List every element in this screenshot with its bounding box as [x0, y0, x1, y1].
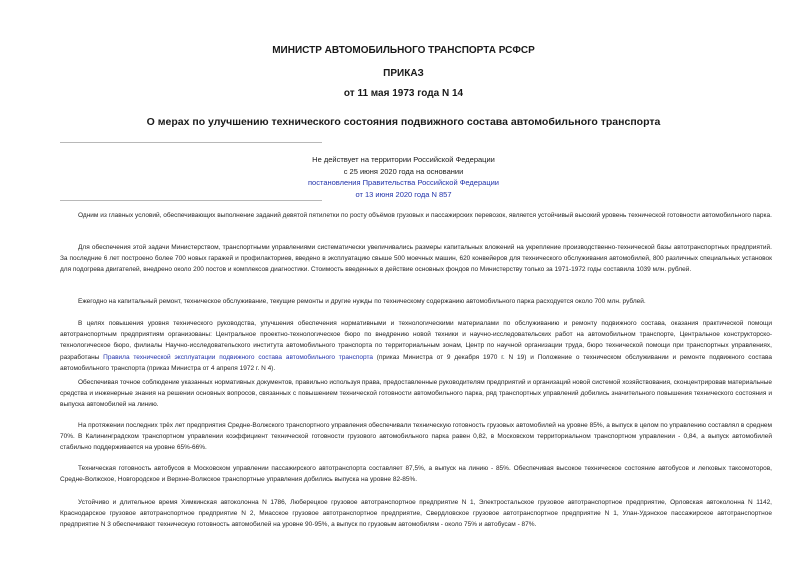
decree-link-line-1[interactable]: постановления Правительства Российской Федерации: [307, 178, 499, 187]
paragraph-5: Обеспечивая точное соблюдение указанных нормативных документов, правильно используя права, предоставленные руководителям предприятий и организаций новой системой хозяйствования, сконцентрировав материальные средства и инженерные знания на решении основных вопросов, связанных с повышением технической готовности автомобильного парка, ряд транспортных управлений добились значительного повышения технического состояния и выпуска автомобилей на линию.: [60, 379, 772, 409]
paragraph-7: Техническая готовность автобусов в Московском управлении пассажирского автотранспорта составляет 87,5%, а выпуск на линию - 85%. Обеспечивая высокое техническое состояние автобусов и легковых таксомоторов, Средне-Волжское, Новгородское и Верхне-Волжское транспортные управления добились выпуска на уровне 82-85%.: [60, 465, 772, 484]
rules-link[interactable]: Правила технической эксплуатации подвижного состава автомобильного транспорта: [103, 353, 373, 361]
status-line-2: с 25 июня 2020 года на основании: [343, 166, 464, 176]
paragraph-4-text-b: (приказ Министра от 9 декабря 1970 г. N 19) и Положение о техническом обслуживании и ремонте подвижного состава автомобильного транспорта (приказ Министра от 4 апреля 1972 г. N 4).: [60, 353, 772, 372]
status-line-1: Не действует на территории Российской Федерации: [312, 155, 495, 164]
paragraph-8: Устойчиво и длительное время Химкинская автоколонна N 1786, Люберецкое грузовое автотранспортное предприятие N 1, Электростальское грузовое автотранспортное предприятие, Орловская автоколонна N 1142, Краснодарское грузовое автотранспортное предприятие N 2, Миасское грузовое автотранспортное предприятие, Свердловское грузовое автотранспортное предприятие N 1, Улан-Удэнское пассажирское автотранспортное предприятие N 3 обеспечивают техническую готовность автомобилей на уровне 90-95%, а выпуск по грузовым автомобилям - около 75% и автобусам - 87%.: [60, 499, 772, 529]
status-bottom-divider: [60, 200, 322, 201]
paragraph-2: Для обеспечения этой задачи Министерством, транспортными управлениями систематически увеличивались размеры капитальных вложений на укрепление производственно-технической базы автотранспортных предприятий. За последние 6 лет построено более 700 новых гаражей и профилакториев, введено в эксплуатацию свыше 500 моечных машин, 620 конвейеров для технического обслуживания автомобилей, 800 различных специальных установок для подогрева двигателей, внедрено около 200 постов и комплексов диагностики. Стоимость введенных в действие основных фондов по Министерству только за 1971-1972 годы составила 1039 млн. рублей.: [60, 244, 772, 274]
paragraph-6: На протяжении последних трёх лет предприятия Средне-Волжского транспортного управления обеспечивали техническую готовность грузовых автомобилей на уровне 85%, а выпуск в целом по управлению составлял в среднем 70%. В Калининградском транспортном управлении коэффициент технической готовности грузового автомобильного парка равен 0,82, в Московском территориальном транспортном управлении - 0,84, а выпуск автомобилей стабильно поддерживается на уровне 65%-66%.: [60, 422, 772, 452]
status-note: [260, 154, 547, 200]
paragraph-1: Одним из главных условий, обеспечивающих выполнение заданий девятой пятилетки по росту объёмов грузовых и пассажирских перевозок, является устойчивый высокий уровень технической готовности автомобильного парка.: [78, 212, 772, 219]
paragraph-4-text-a: В целях повышения уровня технического руководства, улучшения обеспечения нормативными и технологическими материалами по обслуживанию и ремонту подвижного состава, оказания практической помощи автотранспортным предприятиям организованы: Центральное проектно-технологическое бюро по внедрению новой техники и научно-исследовательских работ на автомобильном транспорте, Центральное конструкторско-технологическое бюро, филиалы Научно-исследовательского института автомобильного транспорта по территориальным зонам, Центр по научной организации труда, бюро технической помощи при транспортных управлениях, разработаны: [60, 320, 772, 361]
date-number-heading: от 11 мая 1973 года N 14: [343, 88, 464, 99]
paragraph-4: [60, 318, 772, 374]
document-title: О мерах по улучшению технического состояния подвижного состава автомобильного транспорта: [146, 116, 661, 128]
doc-type-heading: ПРИКАЗ: [383, 68, 424, 79]
ministry-heading: МИНИСТР АВТОМОБИЛЬНОГО ТРАНСПОРТА РСФСР: [272, 45, 535, 56]
paragraph-3: Ежегодно на капитальный ремонт, техническое обслуживание, текущие ремонты и другие нужды по техническому содержанию автомобильного парка расходуется около 700 млн. рублей.: [78, 298, 646, 305]
status-top-divider: [60, 142, 322, 143]
decree-link-line-2[interactable]: от 13 июня 2020 года N 857: [355, 189, 452, 199]
